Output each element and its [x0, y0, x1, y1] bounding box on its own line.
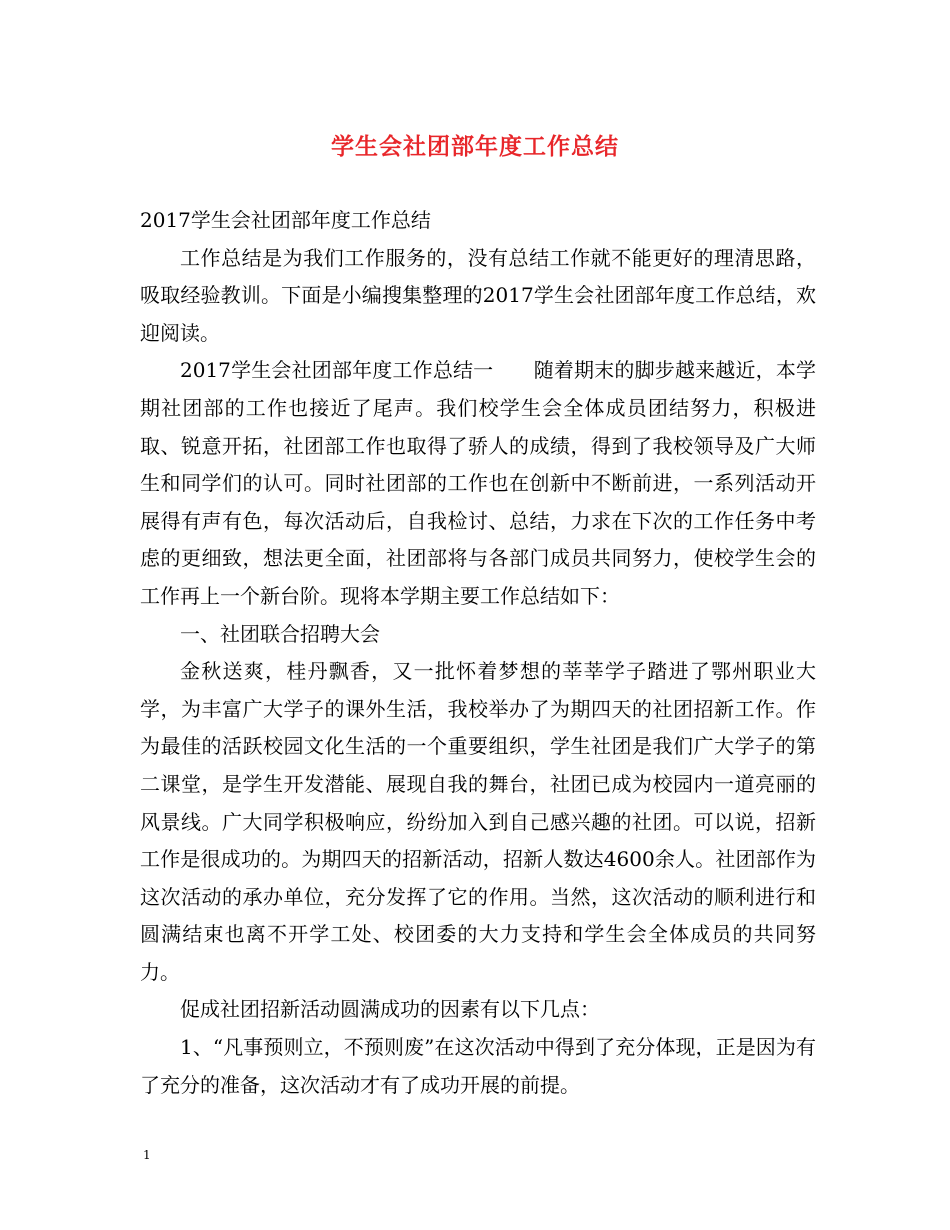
document-body — [140, 202, 816, 1104]
paragraph: 2017学生会社团部年度工作总结 — [140, 208, 431, 232]
paragraph: 1、“凡事预则立，不预则废”在这次活动中得到了充分体现，正是因为有了充分的准备，这次活动才有了成功开展的前提。 — [140, 1035, 816, 1097]
paragraph: 金秋送爽，桂丹飘香，又一批怀着梦想的莘莘学子踏进了鄂州职业大学，为丰富广大学子的课外生活，我校举办了为期四天的社团招新工作。作为最佳的活跃校园文化生活的一个重要组织，学生社团是我们广大学子的第二课堂，是学生开发潜能、展现自我的舞台，社团已成为校园内一道亮丽的风景线。广大同学积极响应，纷纷加入到自己感兴趣的社团。可以说，招新工作是很成功的。为期四天的招新活动，招新人数达4600余人。社团部作为这次活动的承办单位，充分发挥了它的作用。当然，这次活动的顺利进行和圆满结束也离不开学工处、校团委的大力支持和学生会全体成员的共同努力。 — [140, 659, 816, 984]
paragraph: 工作总结是为我们工作服务的，没有总结工作就不能更好的理清思路，吸取经验教训。下面是小编搜集整理的2017学生会社团部年度工作总结，欢迎阅读。 — [140, 245, 816, 345]
paragraph: 促成社团招新活动圆满成功的因素有以下几点： — [180, 997, 600, 1022]
page-number: 1 — [143, 1148, 151, 1162]
paragraph: 2017学生会社团部年度工作总结一 随着期末的脚步越来越近，本学期社团部的工作也接近了尾声。我们校学生会全体成员团结努力，积极进取、锐意开拓，社团部工作也取得了骄人的成绩，得到了我校领导及广大师生和同学们的认可。同时社团部的工作也在创新中不断前进，一系列活动开展得有声有色，每次活动后，自我检讨、总结，力求在下次的工作任务中考虑的更细致，想法更全面，社团部将与各部门成员共同努力，使校学生会的工作再上一个新台阶。现将本学期主要工作总结如下： — [140, 358, 816, 608]
paragraph: 一、社团联合招聘大会 — [180, 621, 380, 646]
document-title: 学生会社团部年度工作总结 — [331, 133, 619, 160]
